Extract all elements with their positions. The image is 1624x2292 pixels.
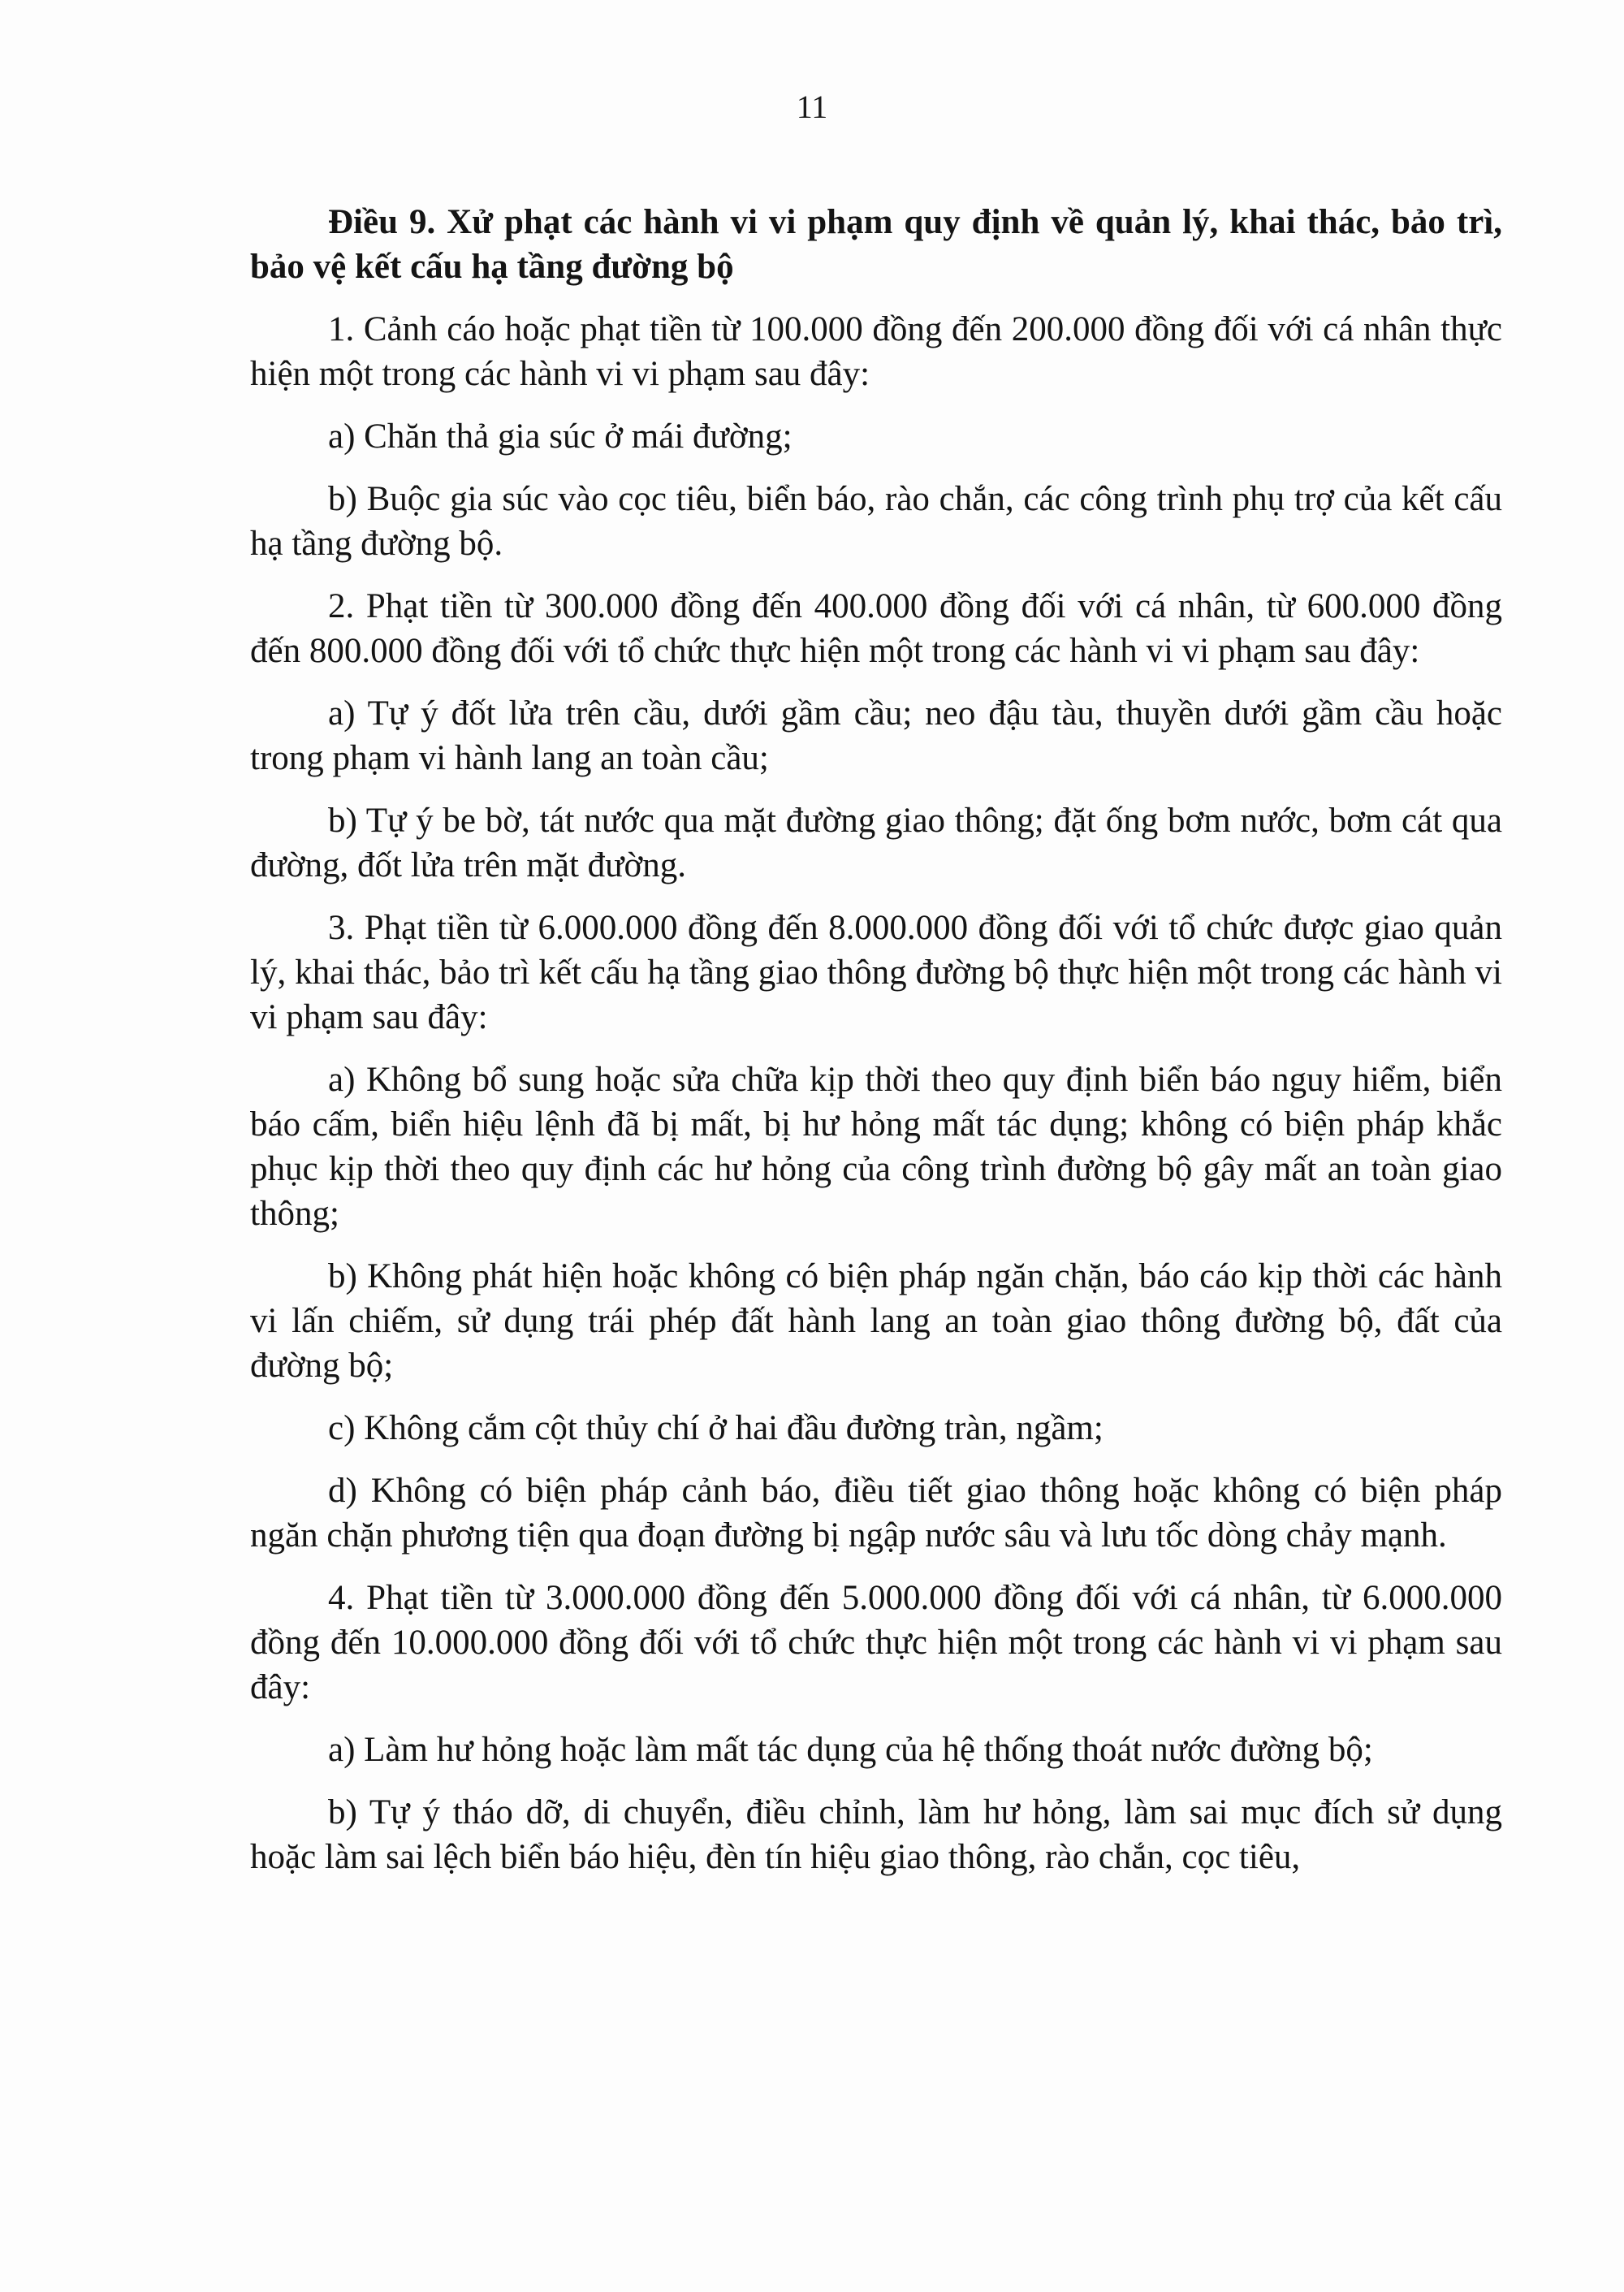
- clause-2-point-b: b) Tự ý be bờ, tát nước qua mặt đường giao thông; đặt ống bơm nước, bơm cát qua đường, đốt lửa trên mặt đường.: [250, 802, 1502, 884]
- clause-3-point-d: d) Không có biện pháp cảnh báo, điều tiết giao thông hoặc không có biện pháp ngăn chặn phương tiện qua đoạn đường bị ngập nước sâu và lưu tốc dòng chảy mạnh.: [250, 1472, 1502, 1555]
- document-body: [250, 200, 1502, 1897]
- clause-3-point-a: a) Không bổ sung hoặc sửa chữa kịp thời theo quy định biển báo nguy hiểm, biển báo cấm, biển hiệu lệnh đã bị mất, bị hư hỏng mất tác dụng; không có biện pháp khắc phục kịp thời theo quy định các hư hỏng của công trình đường bộ gây mất an toàn giao thông;: [250, 1061, 1502, 1233]
- clause-2: 2. Phạt tiền từ 300.000 đồng đến 400.000 đồng đối với cá nhân, từ 600.000 đồng đến 800.000 đồng đối với tổ chức thực hiện một trong các hành vi vi phạm sau đây:: [250, 587, 1502, 670]
- clause-3: 3. Phạt tiền từ 6.000.000 đồng đến 8.000.000 đồng đối với tổ chức được giao quản lý, khai thác, bảo trì kết cấu hạ tầng giao thông đường bộ thực hiện một trong các hành vi vi phạm sau đây:: [250, 909, 1502, 1036]
- clause-1-point-a: a) Chăn thả gia súc ở mái đường;: [328, 417, 793, 456]
- clause-1: 1. Cảnh cáo hoặc phạt tiền từ 100.000 đồng đến 200.000 đồng đối với cá nhân thực hiện một trong các hành vi vi phạm sau đây:: [250, 310, 1502, 393]
- clause-4-point-a: a) Làm hư hỏng hoặc làm mất tác dụng của hệ thống thoát nước đường bộ;: [328, 1731, 1373, 1769]
- clause-3-point-b: b) Không phát hiện hoặc không có biện pháp ngăn chặn, báo cáo kịp thời các hành vi lấn chiếm, sử dụng trái phép đất hành lang an toàn giao thông đường bộ, đất của đường bộ;: [250, 1257, 1502, 1385]
- clause-4-point-b: b) Tự ý tháo dỡ, di chuyển, điều chỉnh, làm hư hỏng, làm sai mục đích sử dụng hoặc làm sai lệch biển báo hiệu, đèn tín hiệu giao thông, rào chắn, cọc tiêu,: [250, 1793, 1502, 1876]
- clause-1-point-b: b) Buộc gia súc vào cọc tiêu, biển báo, rào chắn, các công trình phụ trợ của kết cấu hạ tầng đường bộ.: [250, 480, 1502, 563]
- clause-2-point-a: a) Tự ý đốt lửa trên cầu, dưới gầm cầu; neo đậu tàu, thuyền dưới gầm cầu hoặc trong phạm vi hành lang an toàn cầu;: [250, 694, 1502, 777]
- clause-3-point-c: c) Không cắm cột thủy chí ở hai đầu đường tràn, ngầm;: [328, 1409, 1104, 1447]
- clause-4: 4. Phạt tiền từ 3.000.000 đồng đến 5.000.000 đồng đối với cá nhân, từ 6.000.000 đồng đến 10.000.000 đồng đối với tổ chức thực hiện một trong các hành vi vi phạm sau đây:: [250, 1579, 1502, 1706]
- page-number: 11: [796, 89, 828, 125]
- article-title: Điều 9. Xử phạt các hành vi vi phạm quy định về quản lý, khai thác, bảo trì, bảo vệ kết cấu hạ tầng đường bộ: [250, 203, 1502, 286]
